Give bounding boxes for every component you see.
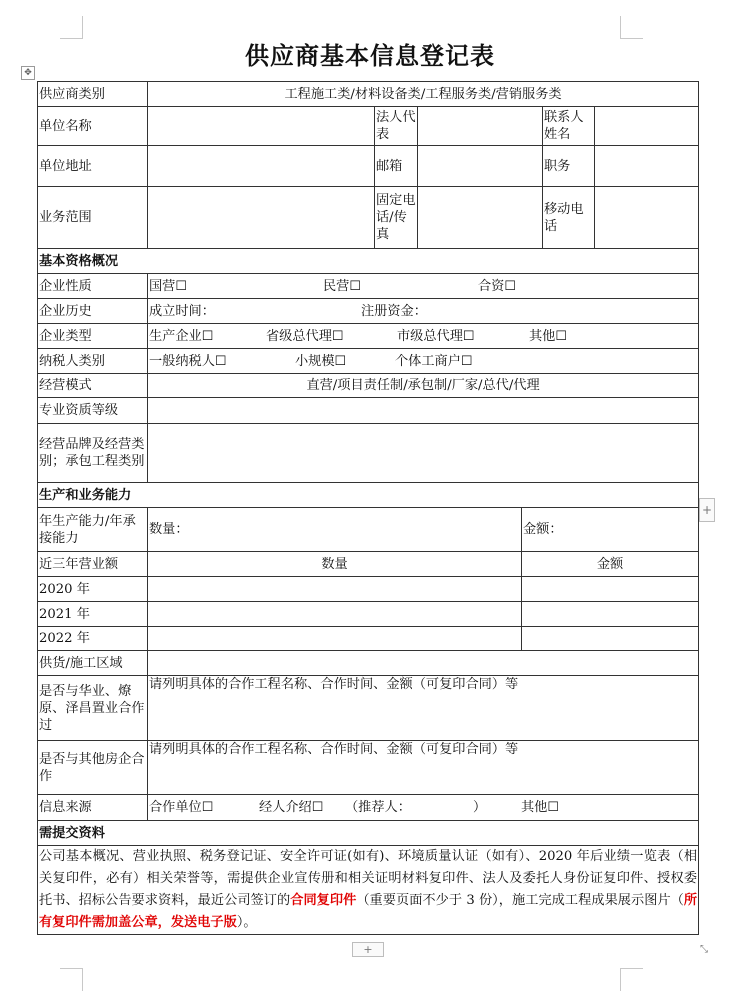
crop-mark-bottom-left <box>60 968 83 991</box>
input-brands[interactable] <box>148 424 699 483</box>
label-registered-capital: 注册资金： <box>361 303 427 319</box>
field-capacity-quantity[interactable]: 数量： <box>148 508 522 552</box>
label-unit-name: 单位名称 <box>38 107 148 146</box>
enterprise-history-fields[interactable] <box>148 299 699 324</box>
input-2020-quantity[interactable] <box>148 577 522 602</box>
input-mobile[interactable] <box>595 187 699 249</box>
section-heading-basic: 基本资格概况 <box>38 249 699 274</box>
row-section-basic <box>38 249 699 274</box>
row-section-docs <box>38 821 699 846</box>
row-business-mode <box>38 374 699 398</box>
row-supply-area <box>38 651 699 676</box>
input-2022-quantity[interactable] <box>148 627 522 651</box>
label-unit-address: 单位地址 <box>38 146 148 187</box>
row-supplier-category <box>38 82 699 107</box>
label-qualification: 专业资质等级 <box>38 398 148 424</box>
row-enterprise-type <box>38 324 699 349</box>
option-partner-unit[interactable]: 合作单位☐ <box>149 800 214 815</box>
input-supply-area[interactable] <box>148 651 699 676</box>
page-title: 供应商基本信息登记表 <box>245 41 495 70</box>
docs-text-1: 公司基本概况、营业执照、税务登记证、安全许可证(如有)、环境质量认证（如有）、2020 年后业绩一览表（相关复印件，必有）相关荣誉等，需提供企业宣传册和相关证明材料复印件、法人及委托人身份证复印件、授权委托书、招标公告要求资料，最近公司签订的 <box>39 849 698 908</box>
input-legal-rep[interactable] <box>418 107 543 146</box>
input-2020-amount[interactable] <box>522 577 699 602</box>
row-revenue-header <box>38 552 699 577</box>
row-brands <box>38 424 699 483</box>
business-mode-options[interactable]: 直营/项目责任制/承包制/厂家/总代/代理 <box>148 374 699 398</box>
field-capacity-amount[interactable]: 金额： <box>522 508 699 552</box>
input-unit-address[interactable] <box>148 146 375 187</box>
input-phone-fax[interactable] <box>418 187 543 249</box>
option-state-owned[interactable]: 国营☐ <box>149 278 188 294</box>
docs-text-2: （重要页面不少于 3 份），施工完成工程成果展示图片（ <box>356 893 684 908</box>
label-coop-other: 是否与其他房企合作 <box>38 741 148 795</box>
input-contact-name[interactable] <box>595 107 699 146</box>
option-provincial-agent[interactable]: 省级总代理☐ <box>266 328 344 344</box>
label-coop-huaye: 是否与华业、燎原、泽昌置业合作过 <box>38 676 148 741</box>
option-manufacturer[interactable]: 生产企业☐ <box>149 328 214 344</box>
option-other-source[interactable]: 其他☐ <box>521 800 560 815</box>
input-position[interactable] <box>595 146 699 187</box>
label-annual-capacity: 年生产能力/年承接能力 <box>38 508 148 552</box>
input-2022-amount[interactable] <box>522 627 699 651</box>
taxpayer-type-options[interactable] <box>148 349 699 374</box>
option-general-taxpayer[interactable]: 一般纳税人☐ <box>149 353 227 369</box>
input-email[interactable] <box>418 146 543 187</box>
label-year-2020: 2020 年 <box>38 577 148 602</box>
row-unit-name <box>38 107 699 146</box>
label-enterprise-history: 企业历史 <box>38 299 148 324</box>
info-source-options[interactable] <box>148 795 699 821</box>
option-small-scale[interactable]: 小规模☐ <box>295 353 347 369</box>
label-position: 职务 <box>543 146 595 187</box>
label-supply-area: 供货/施工区域 <box>38 651 148 676</box>
row-year-2021 <box>38 602 699 627</box>
label-business-scope: 业务范围 <box>38 187 148 249</box>
label-revenue: 近三年营业额 <box>38 552 148 577</box>
label-year-2021: 2021 年 <box>38 602 148 627</box>
input-coop-other[interactable]: 请列明具体的合作工程名称、合作时间、金额（可复印合同）等 <box>148 741 699 795</box>
option-joint-venture[interactable]: 合资☐ <box>478 278 517 294</box>
docs-text-3: ）。 <box>236 915 257 930</box>
row-business-scope <box>38 187 699 249</box>
row-unit-address <box>38 146 699 187</box>
row-section-capacity <box>38 483 699 508</box>
supplier-form-table <box>37 81 699 935</box>
add-column-plus-icon[interactable]: + <box>699 498 715 522</box>
header-revenue-quantity: 数量 <box>148 552 522 577</box>
label-referrer: （推荐人： <box>345 800 411 815</box>
option-individual-business[interactable]: 个体工商户☐ <box>395 353 473 369</box>
docs-highlight-contract: 合同复印件 <box>290 893 357 908</box>
row-enterprise-history <box>38 299 699 324</box>
label-supplier-category: 供应商类别 <box>38 82 148 107</box>
option-referral[interactable]: 经人介绍☐ <box>259 800 324 815</box>
enterprise-nature-options[interactable] <box>148 274 699 299</box>
label-enterprise-type: 企业类型 <box>38 324 148 349</box>
docs-highlight-seal: 所有复印件需加盖公章，发送电子版 <box>39 893 698 930</box>
label-phone-fax: 固定电话/传真 <box>375 187 418 249</box>
label-mobile: 移动电话 <box>543 187 595 249</box>
row-coop-other <box>38 741 699 795</box>
row-annual-capacity <box>38 508 699 552</box>
label-taxpayer-type: 纳税人类别 <box>38 349 148 374</box>
table-resize-handle-icon[interactable]: ⤡ <box>700 944 708 955</box>
label-year-2022: 2022 年 <box>38 627 148 651</box>
option-private[interactable]: 民营☐ <box>323 278 362 294</box>
option-other-type[interactable]: 其他☐ <box>529 328 568 344</box>
section-heading-docs: 需提交资料 <box>38 821 699 846</box>
table-move-handle-icon[interactable]: ✥ <box>21 66 35 80</box>
label-email: 邮箱 <box>375 146 418 187</box>
option-municipal-agent[interactable]: 市级总代理☐ <box>397 328 475 344</box>
label-legal-rep: 法人代表 <box>375 107 418 146</box>
row-docs <box>38 846 699 935</box>
input-unit-name[interactable] <box>148 107 375 146</box>
supplier-category-options[interactable]: 工程施工类/材料设备类/工程服务类/营销服务类 <box>148 82 699 107</box>
input-2021-amount[interactable] <box>522 602 699 627</box>
docs-requirements <box>38 846 699 935</box>
label-contact-name: 联系人姓名 <box>543 107 595 146</box>
row-year-2022 <box>38 627 699 651</box>
header-revenue-amount: 金额 <box>522 552 699 577</box>
add-row-plus-icon[interactable]: + <box>352 942 384 957</box>
referrer-close-paren: ） <box>473 800 487 815</box>
row-taxpayer-type <box>38 349 699 374</box>
label-founded-date: 成立时间： <box>149 303 215 319</box>
row-year-2020 <box>38 577 699 602</box>
label-business-mode: 经营模式 <box>38 374 148 398</box>
crop-mark-bottom-right <box>620 968 643 991</box>
input-coop-huaye[interactable]: 请列明具体的合作工程名称、合作时间、金额（可复印合同）等 <box>148 676 699 741</box>
label-brands: 经营品牌及经营类别；承包工程类别 <box>38 424 148 483</box>
label-info-source: 信息来源 <box>38 795 148 821</box>
input-qualification[interactable] <box>148 398 699 424</box>
label-enterprise-nature: 企业性质 <box>38 274 148 299</box>
input-2021-quantity[interactable] <box>148 602 522 627</box>
row-info-source <box>38 795 699 821</box>
enterprise-type-options[interactable] <box>148 324 699 349</box>
input-business-scope[interactable] <box>148 187 375 249</box>
section-heading-capacity: 生产和业务能力 <box>38 483 699 508</box>
row-coop-huaye <box>38 676 699 741</box>
row-qualification <box>38 398 699 424</box>
row-enterprise-nature <box>38 274 699 299</box>
